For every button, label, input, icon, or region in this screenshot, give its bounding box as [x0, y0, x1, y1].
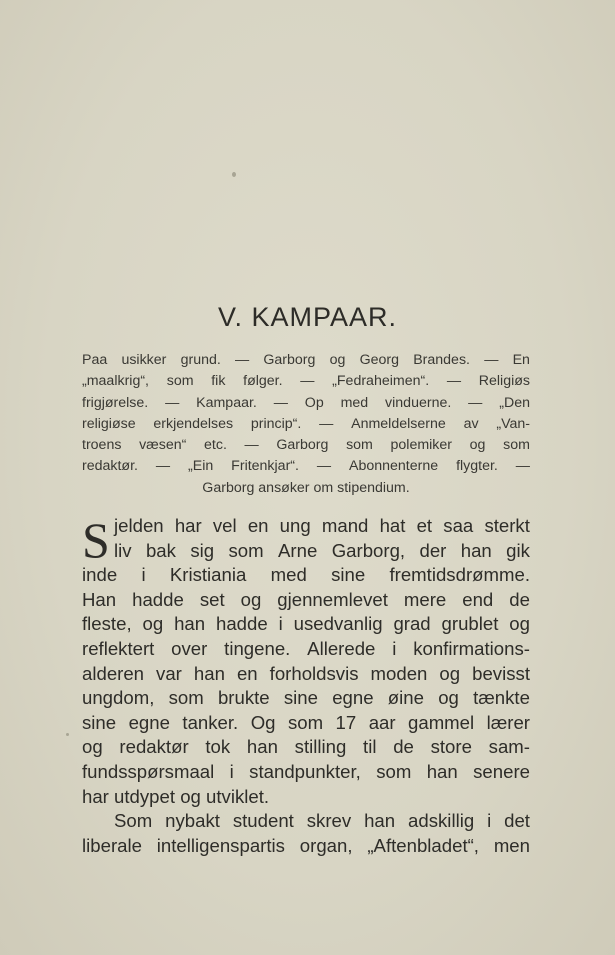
body-line: alderen var han en forholdsvis moden og bevisst: [82, 662, 530, 684]
chapter-summary: [82, 350, 530, 499]
summary-line: frigjørelse. — Kampaar. — Op med vinduerne. — „Den: [82, 394, 530, 411]
body-line: ungdom, som brukte sine egne øine og tænkte: [82, 687, 530, 709]
body-line: har utdypet og utviklet.: [82, 785, 270, 807]
body-line: liberale intelligenspartis organ, „Aftenbladet“, men: [82, 834, 530, 856]
summary-line: troens væsen“ etc. — Garborg som polemiker og som: [82, 437, 530, 454]
body-line: og redaktør tok han stilling til de store sam-: [82, 736, 530, 758]
body-line: fundsspørsmaal i standpunkter, som han senere: [82, 760, 530, 782]
paper-speck: [232, 172, 236, 177]
summary-line: Garborg ansøker om stipendium.: [202, 479, 410, 496]
body-text: [82, 514, 530, 858]
summary-line: redaktør. — „Ein Fritenkjar“. — Abonnenterne flygter. —: [82, 458, 530, 475]
summary-line: religiøse erkjendelses princip“. — Anmeldelserne av „Van-: [82, 415, 530, 432]
body-line: jelden har vel en ung mand hat et saa sterkt: [114, 515, 530, 536]
summary-line: „maalkrig“, som fik følger. — „Fedraheimen“. — Religiøs: [82, 373, 530, 390]
paper-speck: [66, 733, 69, 736]
body-line: fleste, og han hadde i usedvanlig grad grublet og: [82, 613, 530, 635]
body-line: Han hadde set og gjennemlevet mere end de: [82, 588, 530, 610]
body-line: liv bak sig som Arne Garborg, der han gik: [114, 539, 530, 561]
body-line: inde i Kristiania med sine fremtidsdrømme.: [82, 564, 530, 586]
body-line: sine egne tanker. Og som 17 aar gammel lærer: [82, 711, 530, 733]
body-line: reflektert over tingene. Allerede i konfirmations-: [82, 637, 530, 659]
summary-line: Paa usikker grund. — Garborg og Georg Brandes. — En: [82, 352, 530, 368]
chapter-title: V. KAMPAAR.: [217, 302, 398, 332]
drop-cap: S: [82, 512, 110, 568]
body-line: Som nybakt student skrev han adskillig i det: [114, 810, 530, 832]
